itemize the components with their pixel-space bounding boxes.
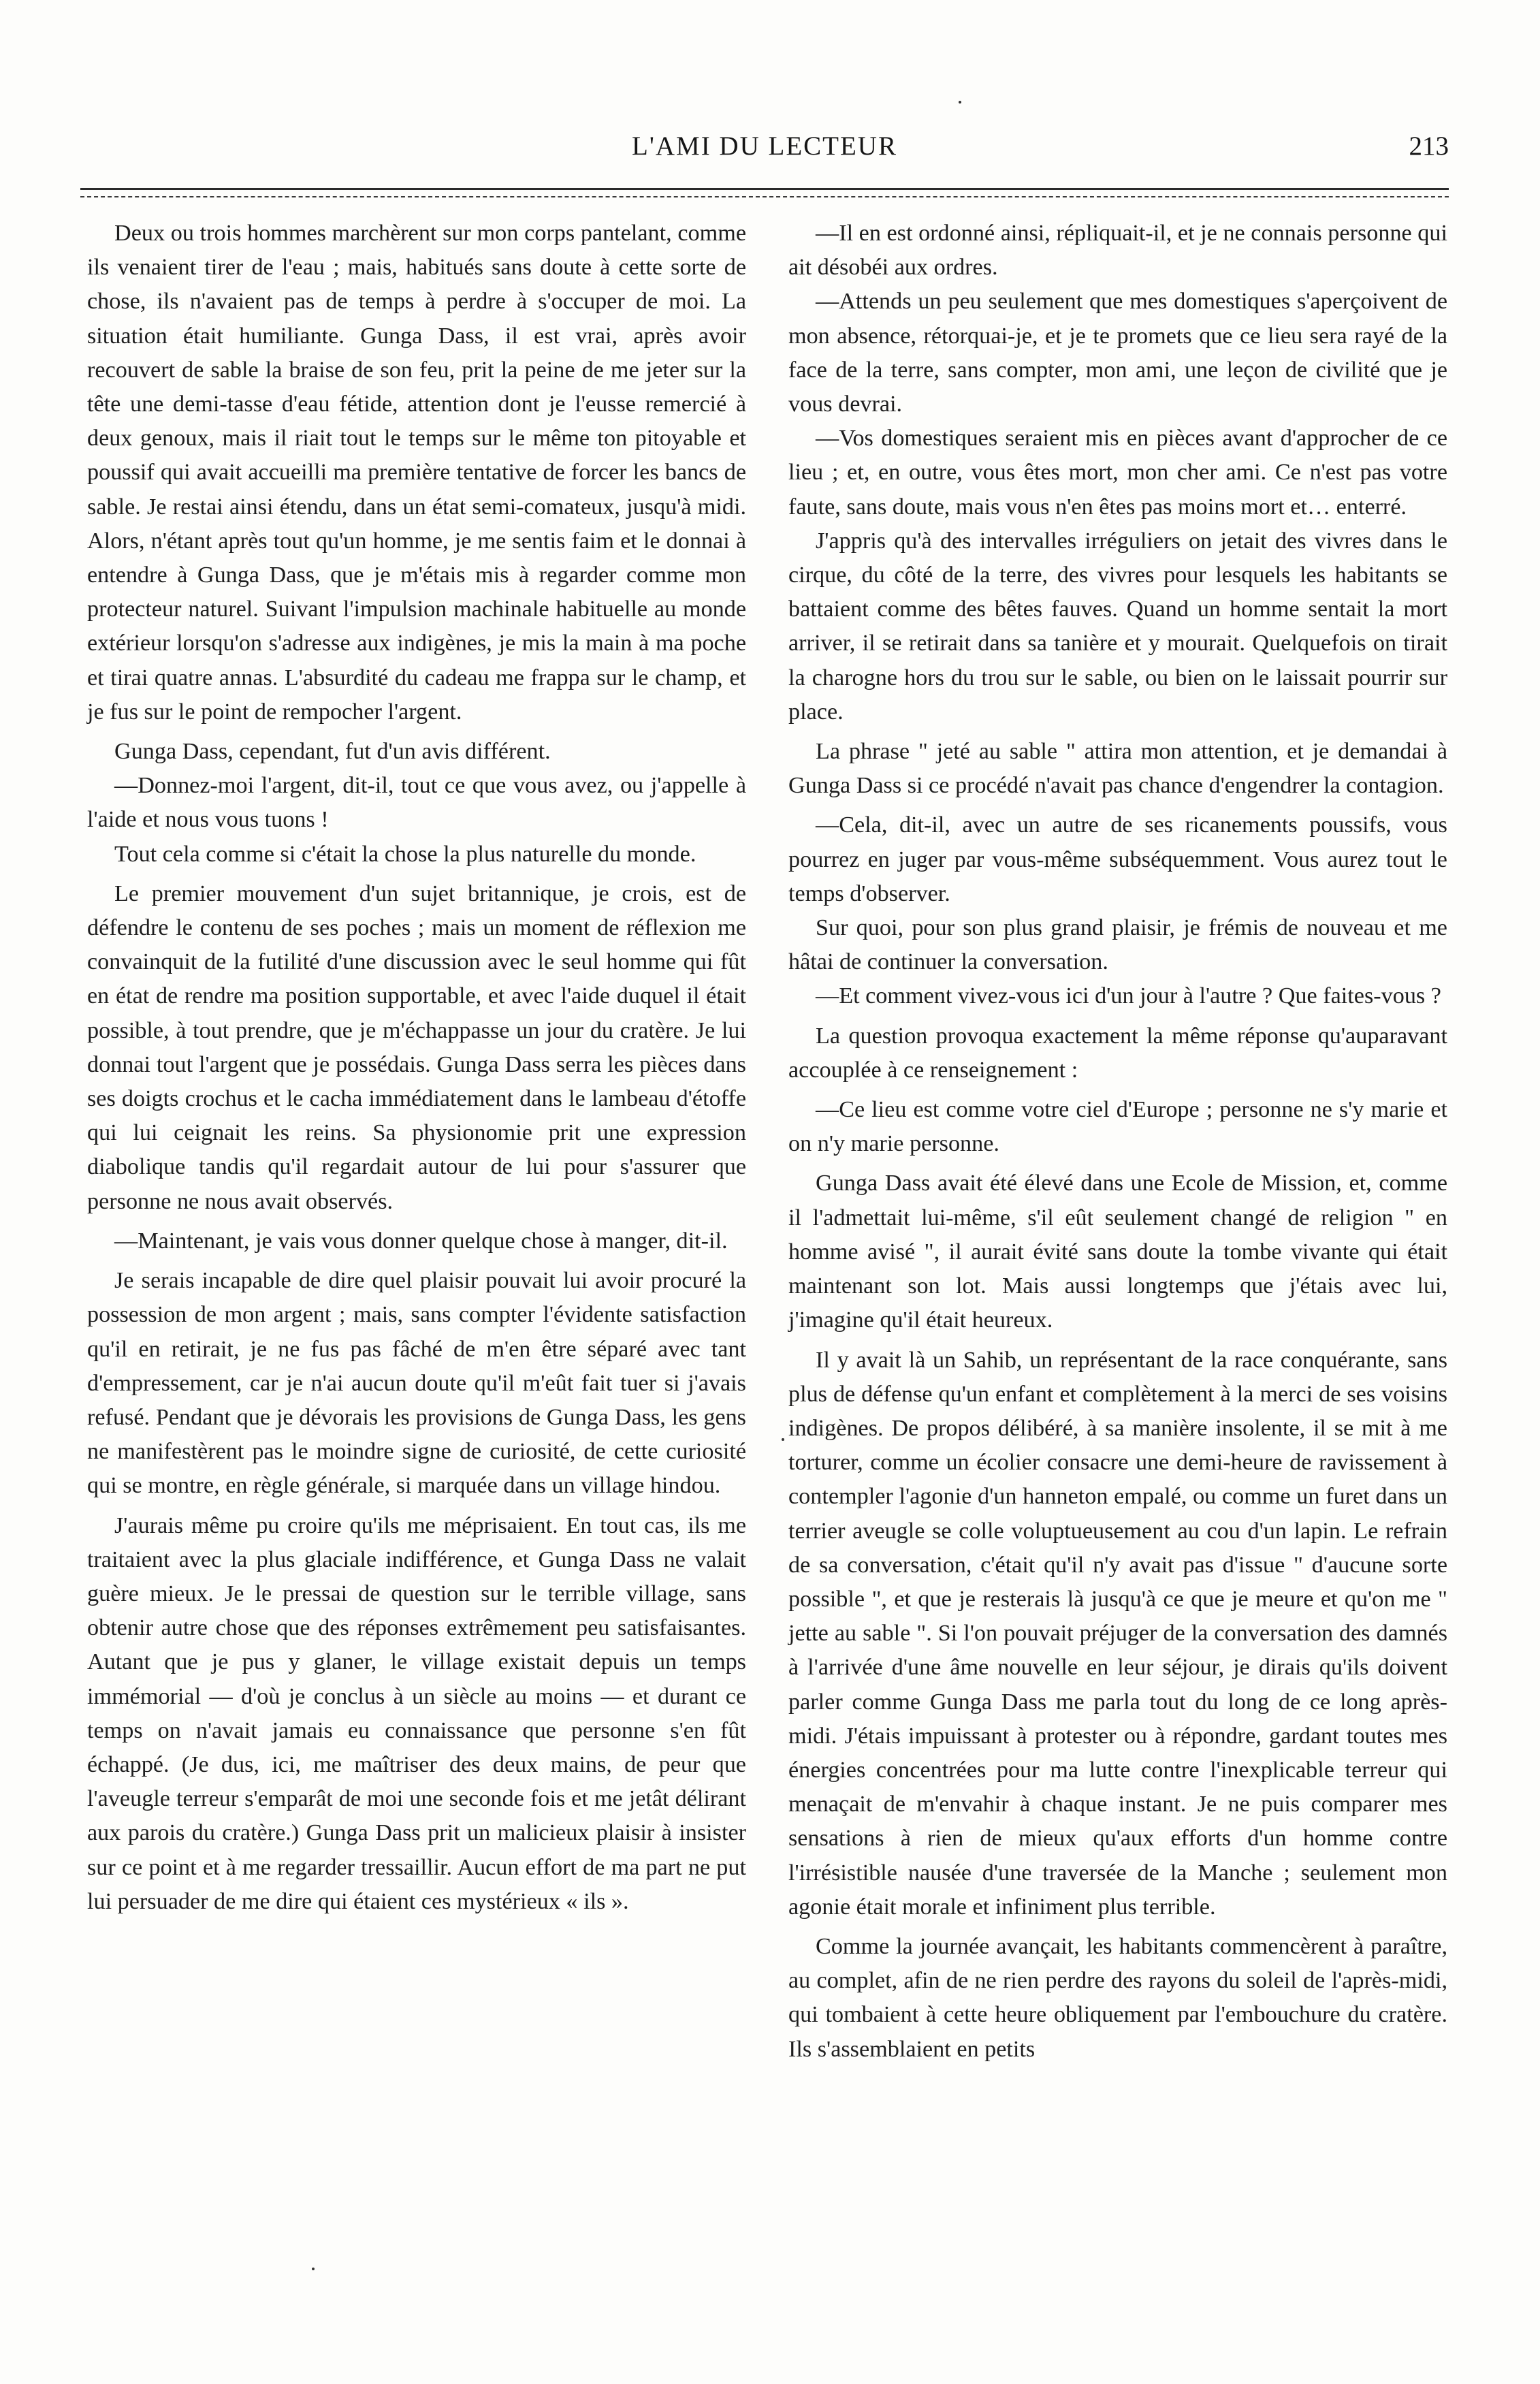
paragraph: Le premier mouvement d'un sujet britannique, je crois, est de défendre le contenu de ses poches ; mais un moment de réflexion me convainquit de la futilité d'une discussion avec le seul homme qui fût en état de rendre ma position supportable, et avec l'aide duquel il était possible, à tout prendre, que je m'échappasse un jour du cratère. Je lui donnai tout l'argent que je possédais. Gunga Dass serra les pièces dans ses doigts crochus et le cacha immédiatement dans le lambeau d'étoffe qui lui ceignait les reins. Sa physionomie prit une expression diabolique tandis qu'il regardait autour de lui pour s'assurer que personne ne nous avait observés. bbox=[87, 880, 746, 1214]
paragraph: Gunga Dass, cependant, fut d'un avis différent. bbox=[114, 739, 551, 765]
paragraph: Je serais incapable de dire quel plaisir pouvait lui avoir procuré la possession de mon argent ; mais, sans compter l'évidente satisfaction qu'il en retirait, je ne fus pas fâché de m'en être séparé avec tant d'empressement, car je n'ai aucun doute qu'il m'eût fait tuer si j'avais refusé. Pendant que je dévorais les provisions de Gunga Dass, les gens ne manifestèrent pas le moindre signe de curiosité, de cette curiosité qui se montre, en règle générale, si marquée dans un village hindou. bbox=[87, 1268, 746, 1499]
page-number: 213 bbox=[1409, 131, 1449, 161]
paragraph: —Et comment vivez-vous ici d'un jour à l'autre ? Que faites-vous ? bbox=[816, 983, 1441, 1009]
print-speck bbox=[312, 2268, 315, 2270]
paragraph: J'aurais même pu croire qu'ils me méprisaient. En tout cas, ils me traitaient avec la plus glaciale indifférence, et Gunga Dass ne valait guère mieux. Je le pressai de question sur le terrible village, sans obtenir autre chose que des réponses extrêmement peu satisfaisantes. Autant que je pus y glaner, le village existait depuis un temps immémorial — d'où je conclus à un siècle au moins — et durant ce temps on n'avait jamais eu connaissance que personne s'en fût échappé. (Je dus, ici, me maîtriser des deux mains, de peur que l'aveugle terreur s'emparât de moi une seconde fois et me jetât délirant aux parois du cratère.) Gunga Dass prit un malicieux plaisir à insister sur ce point et à me regarder tressaillir. Aucun effort de ma part ne put lui persuader de me dire qui étaient ces mystérieux « ils ». bbox=[87, 1512, 746, 1914]
paragraph: —Donnez-moi l'argent, dit-il, tout ce que vous avez, ou j'appelle à l'aide et nous vous tuons ! bbox=[87, 773, 746, 833]
header-rule bbox=[80, 188, 1449, 197]
paragraph: Sur quoi, pour son plus grand plaisir, je frémis de nouveau et me hâtai de continuer la conversation. bbox=[788, 915, 1447, 975]
paragraph: —Attends un peu seulement que mes domestiques s'aperçoivent de mon absence, rétorquai-je, et je te promets que ce lieu sera rayé de la face de la terre, sans compter, mon ami, une leçon de civilité que je vous devrai. bbox=[788, 289, 1447, 417]
paragraph: J'appris qu'à des intervalles irréguliers on jetait des vivres dans le cirque, du côté de la terre, des vivres pour lesquels les habitants se battaient comme des bêtes fauves. Quand un homme sentait la mort arriver, il se retirait dans sa tanière et y mourait. Quelquefois on tirait la charogne hors du trou sur le sable, ou bien on le laissait pourrir sur place. bbox=[788, 528, 1447, 725]
paragraph: —Vos domestiques seraient mis en pièces avant d'approcher de ce lieu ; et, en outre, vous êtes mort, mon cher ami. Ce n'est pas votre faute, sans doute, mais vous n'en êtes pas moins mort et… enterré. bbox=[788, 426, 1447, 520]
page-header bbox=[80, 131, 1449, 172]
running-title: L'AMI DU LECTEUR bbox=[632, 131, 897, 161]
paragraph: Il y avait là un Sahib, un représentant de la race conquérante, sans plus de défense qu'un enfant et complètement à la merci de ses voisins indigènes. De propos délibéré, à sa manière insolente, il se mit à me torturer, comme un écolier consacre une demi-heure de ravissement à contempler l'agonie d'un hanneton empalé, ou comme un furet dans un terrier aveugle se colle voluptueusement au cou d'un lapin. Le refrain de sa conversation, c'était qu'il n'y avait pas d'issue " d'aucune sorte possible ", et que je resterais là jusqu'à ce que je meure et qu'on me " jette au sable ". Si l'on pouvait préjuger de la conversation des damnés à l'arrivée d'une âme nouvelle en leur séjour, je dirais qu'ils doivent parler comme Gunga Dass me parla tout du long de ce long après-midi. J'étais impuissant à protester ou à répondre, gardant toutes mes énergies concentrées pour ma lutte contre l'inexplicable terreur qui menaçait de m'envahir à chaque instant. Je ne puis comparer mes sensations à rien de mieux qu'aux efforts d'un homme contre l'irrésistible nausée d'une traversée de la Manche ; seulement mon agonie était morale et infiniment plus terrible. bbox=[788, 1347, 1447, 1920]
print-speck bbox=[782, 1438, 784, 1441]
paragraph: Deux ou trois hommes marchèrent sur mon corps pantelant, comme ils venaient tirer de l'eau ; mais, habitués sans doute à cette sorte de chose, ils n'avaient pas de temps à perdre à s'occuper de moi. La situation était humiliante. Gunga Dass, il est vrai, après avoir recouvert de sable la braise de son feu, prit la peine de me jeter sur la tête une demi-tasse d'eau fétide, attention dont je l'eusse remercié à deux genoux, mais il riait tout le temps sur le même ton pitoyable et poussif qui avait accueilli ma première tentative de forcer les bancs de sable. Je restai ainsi étendu, dans un état semi-comateux, jusqu'à midi. Alors, n'étant après tout qu'un homme, je me sentis faim et le donnai à entendre à Gunga Dass, que je m'étais mis à regarder comme mon protecteur naturel. Suivant l'impulsion machinale habituelle au monde extérieur lorsqu'on s'adresse aux indigènes, je mis la main à ma poche et tirai quatre annas. L'absurdité du cadeau me frappa sur le champ, et je fus sur le point de rempocher l'argent. bbox=[87, 221, 746, 725]
paragraph: —Cela, dit-il, avec un autre de ses ricanements poussifs, vous pourrez en juger par vous-même subséquemment. Vous aurez tout le temps d'observer. bbox=[788, 812, 1447, 906]
right-column bbox=[788, 217, 1447, 2072]
print-speck bbox=[959, 101, 961, 104]
paragraph: —Maintenant, je vais vous donner quelque chose à manger, dit-il. bbox=[114, 1228, 728, 1254]
paragraph: La phrase " jeté au sable " attira mon attention, et je demandai à Gunga Dass si ce procédé n'avait pas chance d'engendrer la contagion. bbox=[788, 739, 1447, 799]
paragraph: Gunga Dass avait été élevé dans une Ecole de Mission, et, comme il l'admettait lui-même, s'il eût seulement changé de religion " en homme avisé ", il aurait évité sans doute la tombe vivante qui était maintenant son lot. Mais aussi longtemps que j'étais avec lui, j'imagine qu'il était heureux. bbox=[788, 1171, 1447, 1333]
paragraph: Tout cela comme si c'était la chose la plus naturelle du monde. bbox=[114, 841, 696, 867]
paragraph: —Il en est ordonné ainsi, répliquait-il, et je ne connais personne qui ait désobéi aux ordres. bbox=[788, 221, 1447, 281]
paragraph: —Ce lieu est comme votre ciel d'Europe ; personne ne s'y marie et on n'y marie personne. bbox=[788, 1097, 1447, 1157]
paragraph: Comme la journée avançait, les habitants commencèrent à paraître, au complet, afin de ne rien perdre des rayons du soleil de l'après-midi, qui tombaient à cette heure obliquement par l'embouchure du cratère. Ils s'assemblaient en petits bbox=[788, 1933, 1447, 2062]
left-column bbox=[87, 217, 746, 1924]
paragraph: La question provoqua exactement la même réponse qu'auparavant accouplée à ce renseignement : bbox=[788, 1023, 1447, 1083]
